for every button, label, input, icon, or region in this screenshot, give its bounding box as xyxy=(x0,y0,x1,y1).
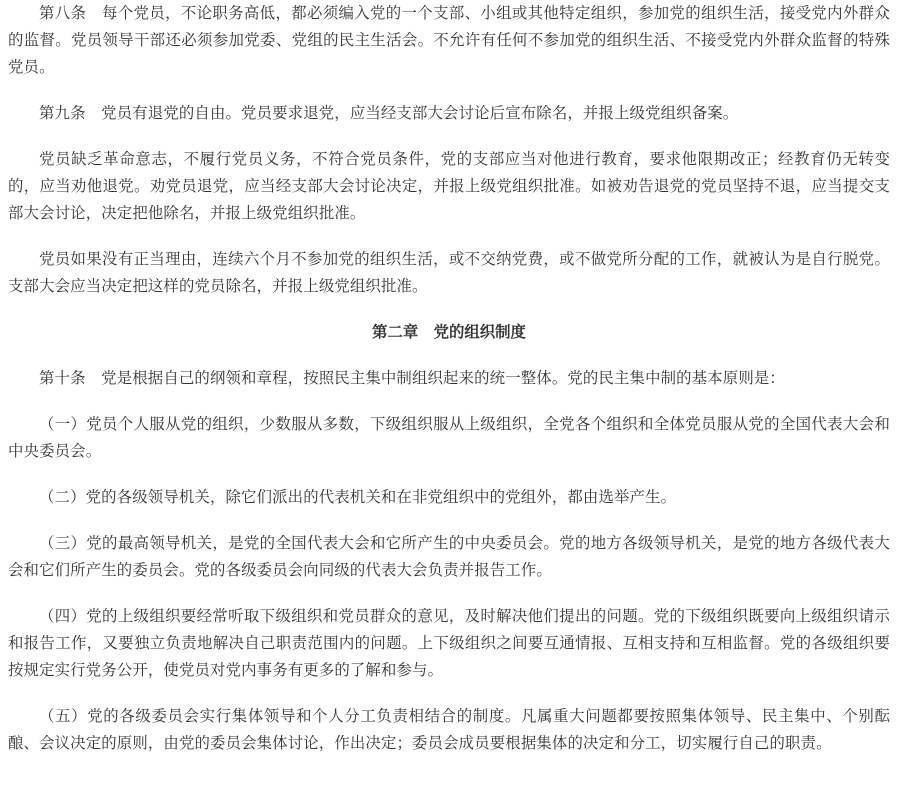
principle-item-1: （一）党员个人服从党的组织，少数服从多数，下级组织服从上级组织，全党各个组织和全体党员服从党的全国代表大会和中央委员会。 xyxy=(8,415,890,460)
article-9-paragraph: 第九条 党员有退党的自由。党员要求退党，应当经支部大会讨论后宣布除名，并报上级党组织备案。 xyxy=(39,104,739,122)
article-9-paragraph-2: 党员缺乏革命意志，不履行党员义务，不符合党员条件，党的支部应当对他进行教育，要求他限期改正；经教育仍无转变的，应当劝他退党。劝党员退党，应当经支部大会讨论决定，并报上级党组织批准。如被劝告退党的党员坚持不退，应当提交支部大会讨论，决定把他除名，并报上级党组织批准。 xyxy=(8,150,890,222)
principle-item-2: （二）党的各级领导机关，除它们派出的代表机关和在非党组织中的党组外，都由选举产生。 xyxy=(39,488,677,506)
article-10-paragraph: 第十条 党是根据自己的纲领和章程，按照民主集中制组织起来的统一整体。党的民主集中制的基本原则是： xyxy=(39,369,785,387)
principle-item-5: （五）党的各级委员会实行集体领导和个人分工负责相结合的制度。凡属重大问题都要按照集体领导、民主集中、个别酝酿、会议决定的原则，由党的委员会集体讨论，作出决定；委员会成员要根据集体的决定和分工，切实履行自己的职责。 xyxy=(8,707,890,752)
chapter-heading: 第二章 党的组织制度 xyxy=(372,323,526,341)
document-body xyxy=(8,0,890,757)
principle-item-3: （三）党的最高领导机关，是党的全国代表大会和它所产生的中央委员会。党的地方各级领导机关，是党的地方各级代表大会和它们所产生的委员会。党的各级委员会向同级的代表大会负责并报告工作。 xyxy=(8,534,890,579)
article-8-paragraph: 第八条 每个党员，不论职务高低，都必须编入党的一个支部、小组或其他特定组织，参加党的组织生活，接受党内外群众的监督。党员领导干部还必须参加党委、党组的民主生活会。不允许有任何不参加党的组织生活、不接受党内外群众监督的特殊党员。 xyxy=(8,4,890,76)
article-9-paragraph-3: 党员如果没有正当理由，连续六个月不参加党的组织生活，或不交纳党费，或不做党所分配的工作，就被认为是自行脱党。支部大会应当决定把这样的党员除名，并报上级党组织批准。 xyxy=(8,250,890,295)
principle-item-4: （四）党的上级组织要经常听取下级组织和党员群众的意见，及时解决他们提出的问题。党的下级组织既要向上级组织请示和报告工作，又要独立负责地解决自己职责范围内的问题。上下级组织之间要互通情报、互相支持和互相监督。党的各级组织要按规定实行党务公开，使党员对党内事务有更多的了解和参与。 xyxy=(8,607,890,679)
